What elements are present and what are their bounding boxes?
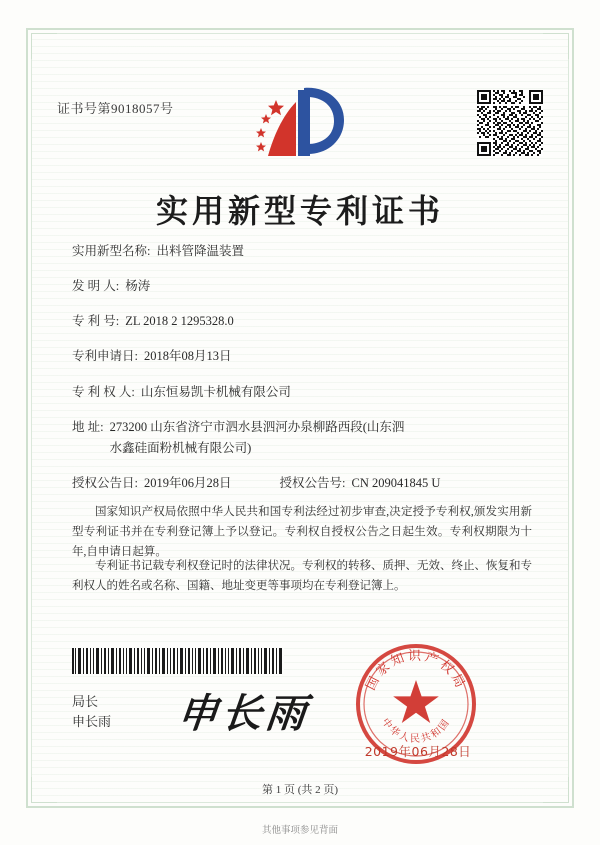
field-label: 专利申请日: (72, 349, 138, 364)
barcode (72, 648, 284, 674)
field-row-utility-model-name (72, 242, 542, 260)
field-row-patentee (72, 383, 542, 401)
seal-date: 2019年06月28日 (364, 744, 472, 759)
corner-ornament-top-right (543, 33, 569, 59)
svg-text:国家知识产权局: 国家知识产权局 (363, 649, 469, 693)
paragraph-grant-statement: 国家知识产权局依照中华人民共和国专利法经过初步审查,决定授予专利权,颁发实用新型专利证书并在专利登记簿上予以登记。专利权自授权公告之日起生效。专利权期限为十年,自申请日起算。 (72, 506, 532, 559)
page-title: 实用新型专利证书 (155, 192, 444, 230)
field-value-address (110, 418, 405, 457)
field-label: 专 利 权 人: (72, 384, 135, 399)
field-value-grant-date: 2019年06月28日 (143, 475, 232, 490)
field-label-grant-date: 授权公告日: (72, 475, 138, 490)
field-value-grant-number: CN 209041845 U (351, 475, 441, 490)
field-value: 2018年08月13日 (143, 349, 232, 364)
certificate-number: 证书号第9018057号 (57, 101, 174, 116)
field-label: 地 址: (72, 419, 104, 434)
field-value: 山东恒易凯卡机械有限公司 (140, 384, 291, 399)
field-row-patent-number (72, 312, 542, 330)
field-label: 发 明 人: (72, 279, 120, 294)
field-value: 出料管降温装置 (156, 244, 244, 258)
field-value: ZL 2018 2 1295328.0 (125, 314, 234, 329)
footnote: 其他事项参见背面 (261, 826, 338, 836)
signature-label-block (72, 692, 111, 732)
paragraph-registry-statement: 专利证书记载专利权登记时的法律状况。专利权的转移、质押、无效、终止、恢复和专利权人的姓名或名称、国籍、地址变更等事项均在专利登记簿上。 (72, 560, 532, 593)
field-row-application-date (72, 347, 542, 365)
corner-ornament-top-left (31, 33, 57, 59)
field-label: 实用新型名称: (72, 244, 151, 258)
fields-block (72, 242, 542, 509)
field-row-address (72, 418, 542, 457)
svg-text:中华人民共和国: 中华人民共和国 (379, 716, 453, 745)
field-label-grant-number: 授权公告号: (279, 475, 346, 490)
field-row-inventor (72, 277, 542, 295)
handwritten-signature: 申长雨 (175, 690, 313, 737)
field-row-grant-announcement (72, 474, 542, 492)
field-value: 杨涛 (125, 279, 151, 294)
cnipa-logo-icon (252, 82, 348, 164)
director-name: 申长雨 (72, 714, 112, 730)
qr-code (477, 90, 543, 156)
address-line-2: 水鑫硅面粉机械有限公司) (109, 440, 252, 455)
field-label: 专 利 号: (72, 314, 120, 329)
director-title: 局长 (72, 694, 99, 709)
page-number: 第 1 页 (共 2 页) (261, 784, 339, 796)
address-line-1: 273200 山东省济宁市泗水县泗河办泉柳路西段(山东泗 (109, 419, 405, 434)
